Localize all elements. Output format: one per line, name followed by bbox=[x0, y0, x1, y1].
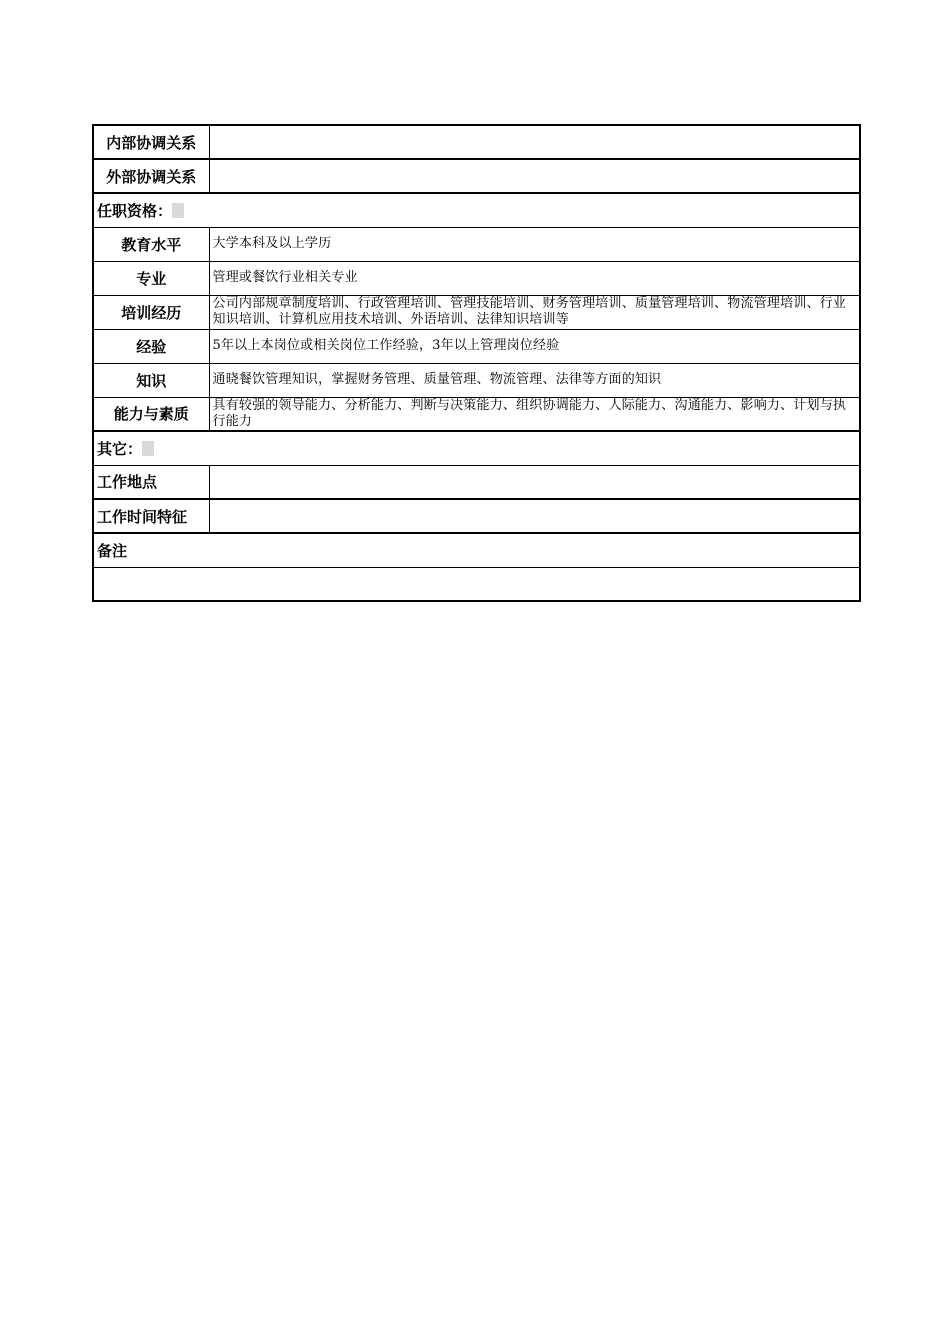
remarks-section-cell bbox=[93, 533, 860, 567]
internal-coordination-row bbox=[93, 125, 860, 159]
other-section-row bbox=[93, 431, 860, 465]
work-location-value bbox=[209, 465, 860, 499]
remarks-value bbox=[93, 567, 860, 601]
other-section-title: 其它： bbox=[97, 438, 154, 459]
remarks-section-title: 备注 bbox=[97, 541, 128, 560]
qualifications-section-title: 任职资格： bbox=[97, 200, 184, 221]
education-label: 教育水平 bbox=[93, 227, 209, 261]
remarks-row bbox=[93, 567, 860, 601]
knowledge-value: 通晓餐饮管理知识，掌握财务管理、质量管理、物流管理、法律等方面的知识 bbox=[209, 363, 860, 397]
job-qualification-table bbox=[92, 124, 861, 602]
external-coordination-label: 外部协调关系 bbox=[93, 159, 209, 193]
external-coordination-value bbox=[209, 159, 860, 193]
training-label: 培训经历 bbox=[93, 295, 209, 329]
education-value: 大学本科及以上学历 bbox=[209, 227, 860, 261]
work-location-label: 工作地点 bbox=[93, 465, 209, 499]
major-row bbox=[93, 261, 860, 295]
ability-value: 具有较强的领导能力、分析能力、判断与决策能力、组织协调能力、人际能力、沟通能力、影响力、计划与执行能力 bbox=[209, 397, 860, 431]
work-hours-label: 工作时间特征 bbox=[93, 499, 209, 533]
internal-coordination-value bbox=[209, 125, 860, 159]
major-label: 专业 bbox=[93, 261, 209, 295]
work-hours-value bbox=[209, 499, 860, 533]
education-row bbox=[93, 227, 860, 261]
other-section-cell bbox=[93, 431, 860, 465]
experience-label: 经验 bbox=[93, 329, 209, 363]
training-row bbox=[93, 295, 860, 329]
work-hours-row bbox=[93, 499, 860, 533]
knowledge-row bbox=[93, 363, 860, 397]
training-value: 公司内部规章制度培训、行政管理培训、管理技能培训、财务管理培训、质量管理培训、物流管理培训、行业知识培训、计算机应用技术培训、外语培训、法律知识培训等 bbox=[209, 295, 860, 329]
ability-row bbox=[93, 397, 860, 431]
knowledge-label: 知识 bbox=[93, 363, 209, 397]
internal-coordination-label: 内部协调关系 bbox=[93, 125, 209, 159]
ability-label: 能力与素质 bbox=[93, 397, 209, 431]
major-value: 管理或餐饮行业相关专业 bbox=[209, 261, 860, 295]
remarks-section-row bbox=[93, 533, 860, 567]
experience-value: 5年以上本岗位或相关岗位工作经验，3年以上管理岗位经验 bbox=[209, 329, 860, 363]
qualifications-section-cell bbox=[93, 193, 860, 227]
experience-row bbox=[93, 329, 860, 363]
external-coordination-row bbox=[93, 159, 860, 193]
qualifications-section-row bbox=[93, 193, 860, 227]
work-location-row bbox=[93, 465, 860, 499]
